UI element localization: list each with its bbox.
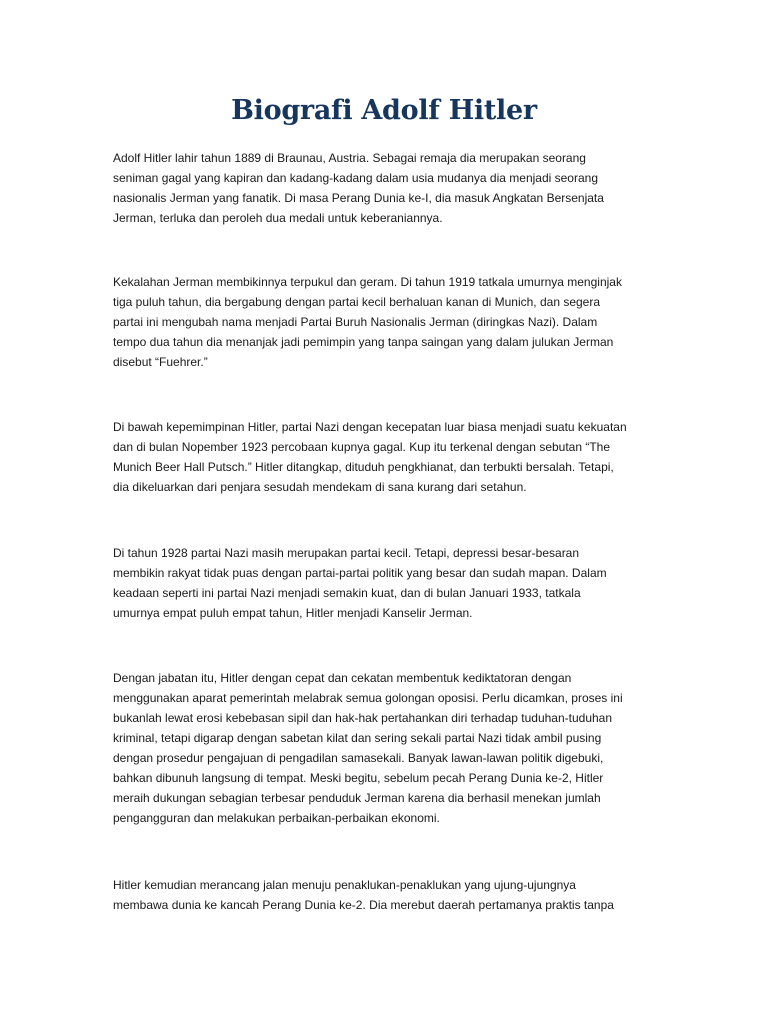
paragraph-line: tiga puluh tahun, dia bergabung dengan partai kecil berhaluan kanan di Munich, dan segera (113, 295, 601, 309)
paragraph-line: pengangguran dan melakukan perbaikan-perbaikan ekonomi. (113, 811, 440, 825)
paragraph-line: kriminal, tetapi digarap dengan sabetan kilat dan sering sekali partai Nazi tidak ambil pusing (113, 731, 602, 745)
paragraph-line: Dengan jabatan itu, Hitler dengan cepat dan cekatan membentuk kediktatoran dengan (113, 671, 572, 685)
paragraph-line: bukanlah lewat erosi kebebasan sipil dan hak-hak pertahankan diri terhadap tuduhan-tuduhan (113, 711, 613, 725)
paragraph-6 (113, 875, 658, 915)
paragraph-line: umurnya empat puluh empat tahun, Hitler menjadi Kanselir Jerman. (113, 606, 473, 620)
paragraph-line: dan di bulan Nopember 1923 percobaan kupnya gagal. Kup itu terkenal dengan sebutan “The (113, 440, 611, 454)
paragraph-line: menggunakan aparat pemerintah melabrak semua golongan oposisi. Perlu dicamkan, proses ini (113, 691, 623, 705)
paragraph-line: meraih dukungan sebagian terbesar penduduk Jerman karena dia berhasil menekan jumlah (113, 791, 601, 805)
paragraph-2 (113, 272, 658, 372)
paragraph-line: Jerman, terluka dan peroleh dua medali untuk keberaniannya. (113, 211, 443, 225)
paragraph-5 (113, 668, 658, 828)
paragraph-line: dia dikeluarkan dari penjara sesudah mendekam di sana kurang dari setahun. (113, 480, 527, 494)
paragraph-line: dengan prosedur pengajuan di pengadilan samasekali. Banyak lawan-lawan politik digebuki, (113, 751, 604, 765)
paragraph-3 (113, 417, 658, 497)
paragraph-line: Munich Beer Hall Putsch.” Hitler ditangkap, dituduh pengkhianat, dan terbukti bersalah. Tetapi, (113, 460, 614, 474)
paragraph-line: Di tahun 1928 partai Nazi masih merupakan partai kecil. Tetapi, depressi besar-besaran (113, 546, 580, 560)
paragraph-line: tempo dua tahun dia menanjak jadi pemimpin yang tanpa saingan yang dalam julukan Jerman (113, 335, 614, 349)
paragraph-line: Di bawah kepemimpinan Hitler, partai Nazi dengan kecepatan luar biasa menjadi suatu kekuatan (113, 420, 627, 434)
paragraph-line: nasionalis Jerman yang fanatik. Di masa Perang Dunia ke-I, dia masuk Angkatan Bersenjata (113, 191, 604, 205)
paragraph-line: Hitler kemudian merancang jalan menuju penaklukan-penaklukan yang ujung-ujungnya (113, 878, 576, 892)
paragraph-line: Adolf Hitler lahir tahun 1889 di Braunau, Austria. Sebagai remaja dia merupakan seorang (113, 151, 586, 165)
paragraph-line: membawa dunia ke kancah Perang Dunia ke-2. Dia merebut daerah pertamanya praktis tanpa (113, 898, 614, 912)
paragraph-line: membikin rakyat tidak puas dengan partai-partai politik yang besar dan sudah mapan. Dalam (113, 566, 607, 580)
paragraph-line: disebut “Fuehrer.” (113, 355, 208, 369)
paragraph-line: keadaan seperti ini partai Nazi menjadi semakin kuat, dan di bulan Januari 1933, tatkala (113, 586, 581, 600)
page-title: Biografi Adolf Hitler (231, 95, 537, 126)
paragraph-4 (113, 543, 658, 623)
paragraph-1 (113, 148, 658, 228)
paragraph-line: Kekalahan Jerman membikinnya terpukul dan geram. Di tahun 1919 tatkala umurnya menginjak (113, 275, 622, 289)
paragraph-line: bahkan dibunuh langsung di tempat. Meski begitu, sebelum pecah Perang Dunia ke-2, Hitler (113, 771, 604, 785)
paragraph-line: seniman gagal yang kapiran dan kadang-kadang dalam usia mudanya dia menjadi seorang (113, 171, 598, 185)
paragraph-line: partai ini mengubah nama menjadi Partai Buruh Nasionalis Jerman (diringkas Nazi). Dalam (113, 315, 598, 329)
